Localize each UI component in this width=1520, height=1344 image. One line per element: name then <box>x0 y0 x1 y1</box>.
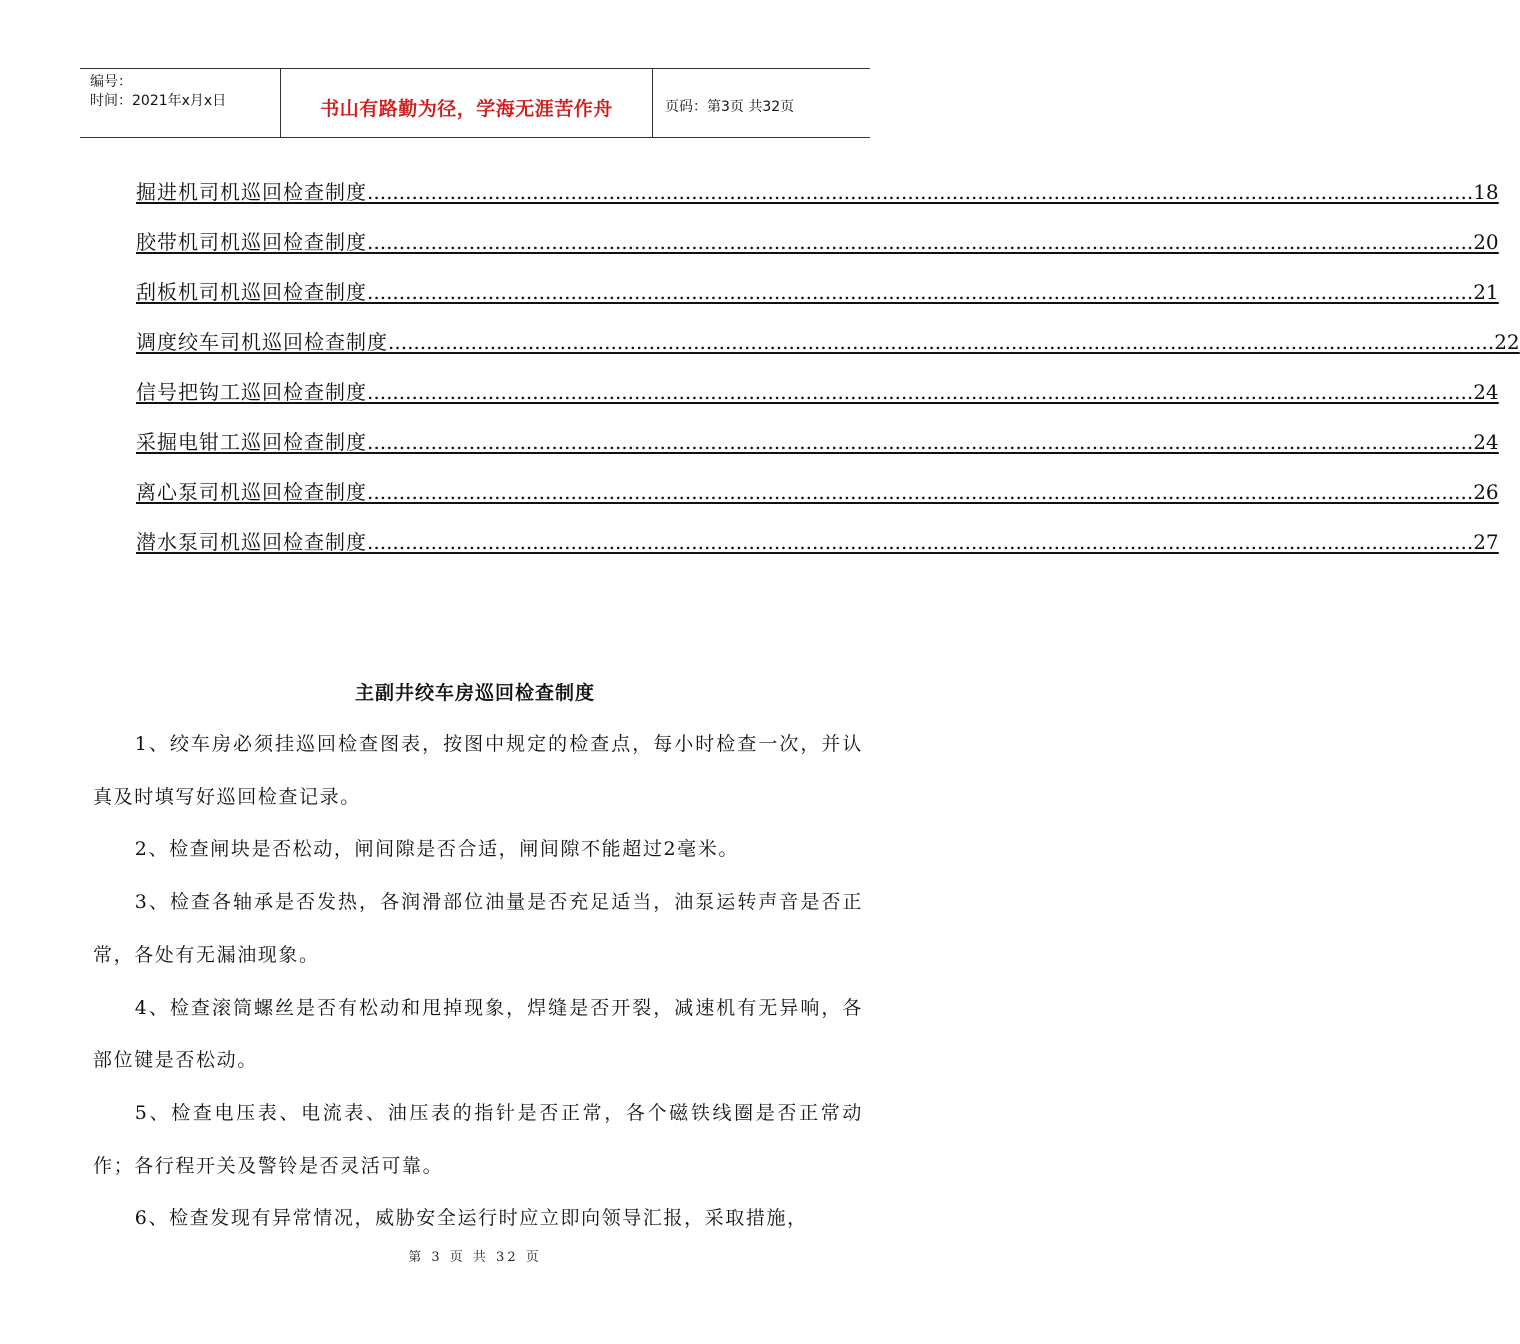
toc-dot-leader: .............................................................................................................................................................................. <box>367 180 1474 204</box>
paragraph: 2、检查闸块是否松动，闸间隙是否合适，闸间隙不能超过2毫米。 <box>134 838 739 861</box>
toc-entry-page: 21 <box>1473 280 1499 304</box>
header-meta <box>80 69 280 137</box>
toc-entry-page: 20 <box>1473 230 1499 254</box>
paragraph: 5、检查电压表、电流表、油压表的指针是否正常，各个磁铁线圈是否正常动作；各行程开关及警铃是否灵活可靠。 <box>93 1101 863 1177</box>
toc-entry-title: 采掘电钳工巡回检查制度 <box>136 430 367 454</box>
toc-entry-page: 27 <box>1473 530 1499 554</box>
toc-entry-title: 潜水泵司机巡回检查制度 <box>136 530 367 554</box>
toc-entry[interactable] <box>136 176 1499 226</box>
toc-entry[interactable] <box>136 326 1520 376</box>
header-page-info: 页码：第3页 共32页 <box>665 99 795 115</box>
toc-dot-leader: .............................................................................................................................................................................. <box>367 230 1474 254</box>
document-date: 时间：2021年x月x日 <box>90 93 227 109</box>
toc-dot-leader: .............................................................................................................................................................................. <box>367 280 1474 304</box>
page-footer: 第 3 页 共 32 页 <box>408 1250 542 1265</box>
toc-entry-title: 离心泵司机巡回检查制度 <box>136 480 367 504</box>
toc-dot-leader: .............................................................................................................................................................................. <box>367 380 1474 404</box>
toc-entry[interactable] <box>136 376 1499 426</box>
toc-dot-leader: .............................................................................................................................................................................. <box>367 430 1474 454</box>
table-of-contents <box>136 176 1520 576</box>
toc-entry[interactable] <box>136 276 1499 326</box>
toc-dot-leader: .............................................................................................................................................................................. <box>367 530 1474 554</box>
section-title: 主副井绞车房巡回检查制度 <box>354 682 595 704</box>
toc-entry-title: 调度绞车司机巡回检查制度 <box>136 330 388 354</box>
toc-entry-page: 24 <box>1473 380 1499 404</box>
toc-dot-leader: .............................................................................................................................................................................. <box>388 330 1495 354</box>
toc-entry-title: 信号把钩工巡回检查制度 <box>136 380 367 404</box>
page-header <box>80 68 870 138</box>
paragraph: 3、检查各轴承是否发热，各润滑部位油量是否充足适当，油泵运转声音是否正常，各处有无漏油现象。 <box>93 891 863 966</box>
paragraph: 1、绞车房必须挂巡回检查图表，按图中规定的检查点，每小时检查一次，并认真及时填写好巡回检查记录。 <box>93 733 863 808</box>
paragraph: 6、检查发现有异常情况，威胁安全运行时应立即向领导汇报，采取措施， <box>134 1207 808 1230</box>
toc-entry-page: 18 <box>1473 180 1499 204</box>
header-motto: 书山有路勤为径，学海无涯苦作舟 <box>280 69 653 137</box>
toc-entry[interactable] <box>136 526 1499 576</box>
toc-entry[interactable] <box>136 476 1499 526</box>
toc-dot-leader: .............................................................................................................................................................................. <box>367 480 1474 504</box>
toc-entry-title: 刮板机司机巡回检查制度 <box>136 280 367 304</box>
toc-entry-page: 24 <box>1473 430 1499 454</box>
paragraph: 4、检查滚筒螺丝是否有松动和甩掉现象，焊缝是否开裂，减速机有无异响，各部位键是否松动。 <box>93 996 863 1072</box>
toc-entry-page: 26 <box>1473 480 1499 504</box>
document-number: 编号： <box>90 74 132 90</box>
toc-entry-title: 掘进机司机巡回检查制度 <box>136 180 367 204</box>
toc-entry-title: 胶带机司机巡回检查制度 <box>136 230 367 254</box>
toc-entry-page: 22 <box>1494 330 1520 354</box>
toc-entry[interactable] <box>136 426 1499 476</box>
section-body <box>93 718 863 1245</box>
toc-entry[interactable] <box>136 226 1499 276</box>
